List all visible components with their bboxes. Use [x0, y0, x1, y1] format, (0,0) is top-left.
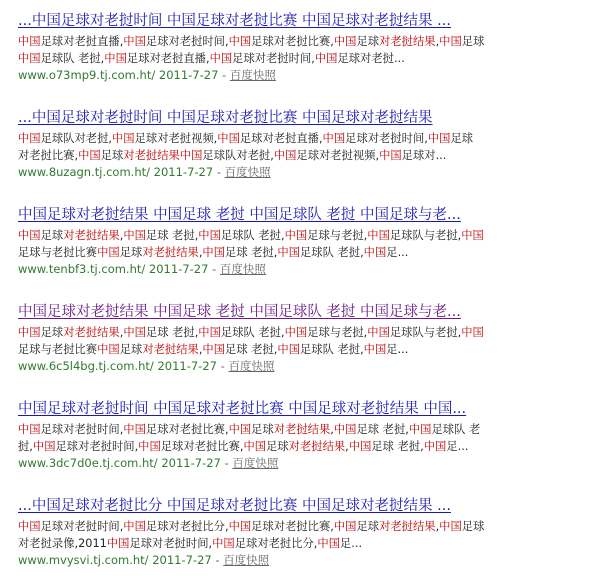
- highlighted-keyword: 中国: [317, 537, 340, 550]
- snippet-text: 足球对老挝比分,: [145, 520, 229, 533]
- snippet-text: ,: [119, 326, 124, 339]
- highlighted-keyword: 中国: [379, 149, 402, 162]
- highlighted-keyword: 中国: [106, 537, 130, 550]
- result-title-link[interactable]: 中国足球对老挝时间 中国足球对老挝比赛 中国足球对老挝结果 中国...: [18, 401, 467, 417]
- snippet-text: 足球: [356, 35, 380, 48]
- snippet-text: 足...: [340, 537, 363, 550]
- highlighted-keyword: 中国: [333, 35, 357, 48]
- cache-snapshot-link[interactable]: 百度快照: [228, 359, 275, 373]
- highlighted-keyword: 中国: [123, 520, 146, 533]
- result-snippet-line: [18, 324, 596, 341]
- snippet-text: ,: [119, 229, 124, 242]
- snippet-text: 足球对老挝时间,: [40, 423, 124, 436]
- result-title-link[interactable]: ...中国足球对老挝时间 中国足球对老挝比赛 中国足球对老挝结果 ...: [18, 13, 451, 29]
- highlighted-keyword: 中国: [32, 440, 56, 453]
- snippet-text: 足球队对老挝,: [40, 132, 112, 145]
- highlighted-keyword: 中国: [123, 35, 146, 48]
- result-meta: [18, 552, 596, 569]
- snippet-text: 足球 老挝,: [225, 246, 278, 259]
- highlighted-keyword: 中国: [212, 537, 235, 550]
- snippet-text: 足球队与老挝,: [389, 326, 462, 339]
- snippet-text: 足球队 老挝,: [220, 326, 285, 339]
- cache-snapshot-link[interactable]: 百度快照: [219, 262, 266, 276]
- highlighted-keyword: 中国: [423, 440, 447, 453]
- result-snippet-line: [18, 421, 596, 438]
- search-result: [18, 485, 596, 582]
- highlighted-keyword: 中国: [78, 149, 101, 162]
- snippet-text: 足球队 老: [431, 423, 481, 436]
- snippet-text: 足...: [446, 440, 469, 453]
- snippet-text: 足球对老挝时间,: [145, 35, 229, 48]
- result-url: www.8uzagn.tj.com.ht/: [18, 165, 150, 179]
- snippet-text: 足球对老挝视频,: [296, 149, 380, 162]
- highlighted-keyword: 中国: [367, 326, 390, 339]
- result-url: www.mvysvi.tj.com.ht/: [18, 553, 149, 567]
- result-date: 2011-7-27: [153, 165, 214, 179]
- snippet-text: 足球对老挝比分,: [234, 537, 318, 550]
- highlighted-keyword: 中国: [461, 326, 484, 339]
- snippet-text: 足球: [40, 229, 64, 242]
- snippet-text: 足球: [100, 149, 124, 162]
- highlighted-keyword: 中国: [273, 149, 297, 162]
- highlighted-keyword: 中国: [217, 132, 240, 145]
- snippet-text: 足球对老挝时间,: [345, 132, 428, 145]
- snippet-text: 挝,: [18, 440, 33, 453]
- snippet-text: 足球对老挝直播,: [40, 35, 124, 48]
- snippet-text: 对老挝录像,2011: [18, 537, 107, 550]
- result-title-link[interactable]: ...中国足球对老挝比分 中国足球对老挝比赛 中国足球对老挝结果 ...: [18, 498, 451, 514]
- snippet-text: 足球对老挝时间,: [55, 440, 139, 453]
- result-date: 2011-7-27: [148, 262, 209, 276]
- result-snippet-line: [18, 438, 596, 455]
- result-snippet-line: [18, 33, 596, 50]
- highlighted-keyword: 中国: [439, 520, 462, 533]
- snippet-text: ,: [345, 440, 349, 453]
- highlighted-keyword: 对老挝结果: [379, 520, 436, 533]
- snippet-text: 足球: [461, 520, 485, 533]
- highlighted-keyword: 中国: [228, 520, 252, 533]
- highlighted-keyword: 对老挝结果: [273, 423, 331, 436]
- snippet-text: 足球: [40, 326, 64, 339]
- highlighted-keyword: 中国: [363, 246, 387, 259]
- search-result: [18, 0, 596, 97]
- highlighted-keyword: 中国: [333, 423, 357, 436]
- result-snippet-line: [18, 244, 596, 261]
- snippet-text: 足球对老挝比赛,: [160, 440, 244, 453]
- snippet-text: 足球: [450, 132, 474, 145]
- highlighted-keyword: 对老挝结果: [142, 246, 199, 259]
- highlighted-keyword: 中国: [363, 343, 387, 356]
- snippet-text: 足球: [461, 35, 485, 48]
- highlighted-keyword: 中国: [277, 343, 300, 356]
- cache-snapshot-link[interactable]: 百度快照: [224, 165, 271, 179]
- highlighted-keyword: 中国: [18, 35, 41, 48]
- highlighted-keyword: 中国: [284, 229, 308, 242]
- result-snippet-line: [18, 147, 596, 164]
- highlighted-keyword: 中国: [104, 52, 127, 65]
- highlighted-keyword: 中国: [198, 229, 221, 242]
- snippet-text: 足...: [386, 343, 409, 356]
- highlighted-keyword: 中国: [97, 246, 120, 259]
- snippet-text: 足球: [251, 423, 274, 436]
- highlighted-keyword: 中国: [198, 326, 221, 339]
- result-url: www.6c5l4bg.tj.com.ht/: [18, 359, 154, 373]
- highlighted-keyword: 中国: [18, 520, 41, 533]
- highlighted-keyword: 中国: [314, 52, 338, 65]
- result-url: www.o73mp9.tj.com.ht/: [18, 68, 156, 82]
- highlighted-keyword: 中国: [123, 423, 146, 436]
- meta-separator: -: [208, 262, 220, 276]
- result-meta: [18, 358, 596, 375]
- snippet-text: 足球与老挝比赛: [18, 343, 98, 356]
- highlighted-keyword: 对老挝结果: [63, 229, 120, 242]
- snippet-text: ,: [435, 35, 440, 48]
- highlighted-keyword: 中国: [18, 326, 41, 339]
- highlighted-keyword: 中国: [138, 440, 161, 453]
- highlighted-keyword: 中国: [439, 35, 462, 48]
- highlighted-keyword: 中国: [277, 246, 300, 259]
- snippet-text: 足球与老挝比赛: [18, 246, 98, 259]
- highlighted-keyword: 中国: [123, 229, 146, 242]
- search-result: [18, 194, 596, 291]
- snippet-text: 足球: [119, 343, 143, 356]
- snippet-text: 足球 老挝,: [371, 440, 424, 453]
- highlighted-keyword: 对老挝结果: [288, 440, 346, 453]
- meta-separator: -: [218, 68, 230, 82]
- snippet-text: 足球: [119, 246, 143, 259]
- cache-snapshot-link[interactable]: 百度快照: [229, 68, 276, 82]
- snippet-text: 足球对老挝时间,: [232, 52, 315, 65]
- highlighted-keyword: 中国: [408, 423, 432, 436]
- result-snippet-line: [18, 518, 596, 535]
- highlighted-keyword: 中国: [348, 440, 372, 453]
- result-title-link[interactable]: 中国足球对老挝结果 中国足球 老挝 中国足球队 老挝 中国足球与老...: [18, 304, 461, 320]
- snippet-text: ,: [198, 343, 203, 356]
- snippet-text: 足球对老挝比赛,: [251, 35, 334, 48]
- search-results-list: [18, 0, 596, 582]
- highlighted-keyword: 中国: [284, 326, 308, 339]
- snippet-text: 足球对老挝时间,: [129, 537, 213, 550]
- snippet-text: 足球: [356, 520, 380, 533]
- result-date: 2011-7-27: [161, 456, 221, 470]
- snippet-text: 足球 老挝,: [356, 423, 409, 436]
- highlighted-keyword: 中国: [97, 343, 120, 356]
- result-snippet-line: [18, 341, 596, 358]
- snippet-text: 足球队对老挝,: [202, 149, 274, 162]
- highlighted-keyword: 中国: [202, 343, 226, 356]
- highlighted-keyword: 中国: [228, 35, 252, 48]
- result-snippet-line: [18, 227, 596, 244]
- snippet-text: 足球对老挝直播,: [239, 132, 323, 145]
- snippet-text: 足球: [266, 440, 289, 453]
- highlighted-keyword: 对老挝结果: [63, 326, 120, 339]
- highlighted-keyword: 中国: [18, 132, 41, 145]
- snippet-text: 足球 老挝,: [225, 343, 278, 356]
- result-snippet-line: [18, 130, 596, 147]
- highlighted-keyword: 中国: [18, 52, 41, 65]
- snippet-text: 足球 老挝,: [145, 229, 199, 242]
- snippet-text: 足球队 老挝,: [220, 229, 285, 242]
- snippet-text: ,: [435, 520, 440, 533]
- highlighted-keyword: 对老挝结果: [142, 343, 199, 356]
- highlighted-keyword: 中国: [202, 246, 226, 259]
- snippet-text: 足球队与老挝,: [389, 229, 462, 242]
- result-url: www.tenbf3.tj.com.ht/: [18, 262, 146, 276]
- highlighted-keyword: 对老挝结果: [123, 149, 180, 162]
- result-title-link[interactable]: 中国足球对老挝结果 中国足球 老挝 中国足球队 老挝 中国足球与老...: [18, 207, 461, 223]
- highlighted-keyword: 中国: [333, 520, 357, 533]
- highlighted-keyword: 中国: [228, 423, 252, 436]
- snippet-text: 足球对老挝视频,: [134, 132, 218, 145]
- highlighted-keyword: 中国: [243, 440, 267, 453]
- snippet-text: 足球队 老挝,: [300, 343, 364, 356]
- snippet-text: 足球队 老挝,: [300, 246, 364, 259]
- cache-snapshot-link[interactable]: 百度快照: [232, 456, 279, 470]
- meta-separator: -: [213, 165, 225, 179]
- highlighted-keyword: 中国: [427, 132, 451, 145]
- snippet-text: 足球对老挝...: [337, 52, 405, 65]
- highlighted-keyword: 中国: [209, 52, 233, 65]
- highlighted-keyword: 对老挝结果: [379, 35, 436, 48]
- snippet-text: 足...: [386, 246, 409, 259]
- result-snippet-line: [18, 535, 596, 552]
- result-title-link[interactable]: ...中国足球对老挝时间 中国足球对老挝比赛 中国足球对老挝结果: [18, 110, 433, 126]
- cache-snapshot-link[interactable]: 百度快照: [223, 553, 270, 567]
- result-meta: [18, 164, 596, 181]
- search-result: [18, 388, 596, 485]
- search-result: [18, 291, 596, 388]
- snippet-text: 足球对老挝时间,: [40, 520, 124, 533]
- result-snippet-line: [18, 50, 596, 67]
- result-meta: [18, 261, 596, 278]
- highlighted-keyword: 中国: [322, 132, 346, 145]
- result-date: 2011-7-27: [157, 359, 217, 373]
- snippet-text: ,: [198, 246, 203, 259]
- highlighted-keyword: 中国: [18, 423, 41, 436]
- snippet-text: 足球与老挝,: [307, 326, 368, 339]
- snippet-text: 足球对老挝直播,: [126, 52, 210, 65]
- meta-separator: -: [216, 359, 229, 373]
- snippet-text: 足球对老挝比赛,: [145, 423, 229, 436]
- search-result: [18, 97, 596, 194]
- result-date: 2011-7-27: [158, 68, 219, 82]
- highlighted-keyword: 中国: [367, 229, 390, 242]
- result-meta: [18, 67, 596, 84]
- result-date: 2011-7-27: [152, 553, 212, 567]
- snippet-text: 足球对...: [401, 149, 447, 162]
- highlighted-keyword: 中国: [461, 229, 484, 242]
- highlighted-keyword: 中国: [111, 132, 135, 145]
- meta-separator: -: [220, 456, 233, 470]
- snippet-text: 对老挝比赛,: [18, 149, 79, 162]
- highlighted-keyword: 中国: [123, 326, 146, 339]
- result-url: www.3dc7d0e.tj.com.ht/: [18, 456, 158, 470]
- highlighted-keyword: 中国: [179, 149, 203, 162]
- meta-separator: -: [211, 553, 224, 567]
- snippet-text: 足球与老挝,: [307, 229, 368, 242]
- result-meta: [18, 455, 596, 472]
- snippet-text: ,: [330, 423, 334, 436]
- snippet-text: 足球 老挝,: [145, 326, 199, 339]
- snippet-text: 足球队 老挝,: [40, 52, 105, 65]
- snippet-text: 足球对老挝比赛,: [251, 520, 334, 533]
- highlighted-keyword: 中国: [18, 229, 41, 242]
